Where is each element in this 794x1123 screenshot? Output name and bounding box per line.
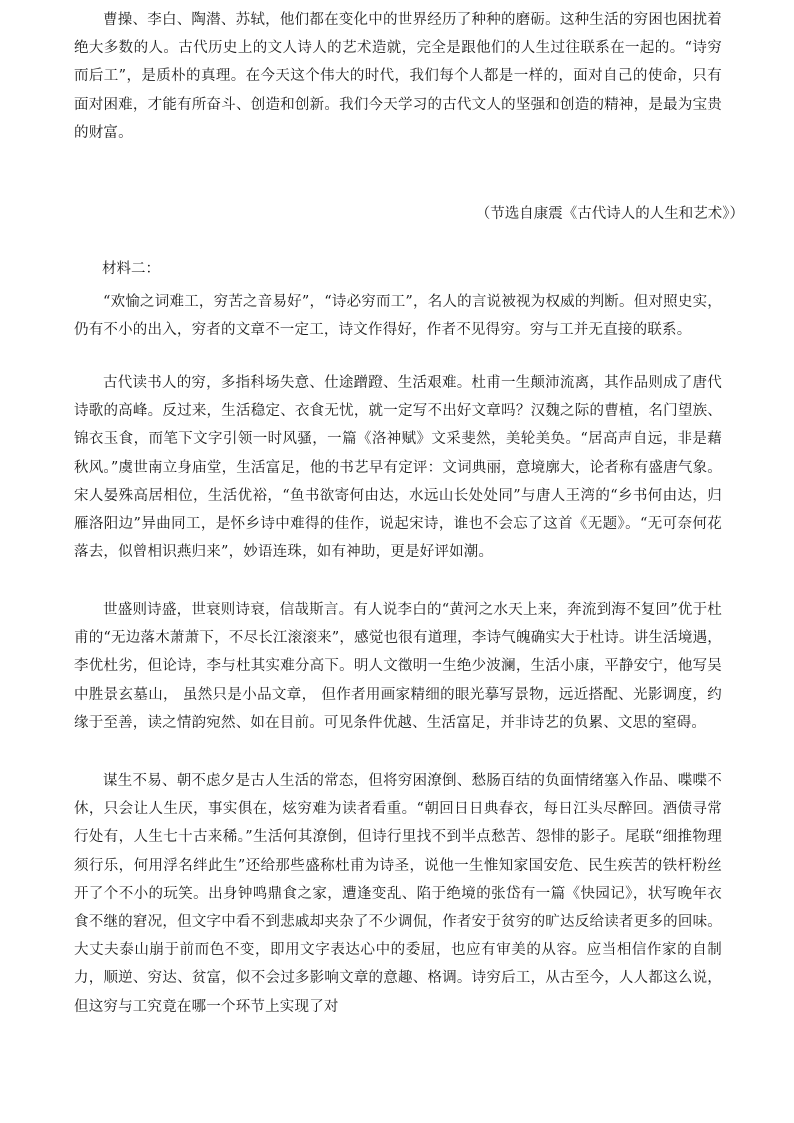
material-one-paragraph: 曹操、李白、陶潜、苏轼，他们都在变化中的世界经历了种种的磨砺。这种生活的穷困也困扰着绝大多数的人。古代历史上的文人诗人的艺术造就，完全是跟他们的人生过往联系在一起的。“诗穷而后工”，是质朴的真理。在今天这个伟大的时代，我们每个人都是一样的，面对自己的使命，只有面对困难，才能有所奋斗、创造和创新。我们今天学习的古代文人的坚强和创造的精神，是最为宝贵的财富。: [74, 12, 722, 141]
material-one-source: （节选自康震《古代诗人的人生和艺术》）: [475, 206, 744, 222]
material-two-paragraph-1: “欢愉之词难工，穷苦之音易好”，“诗必穷而工”，名人的言说被视为权威的判断。但对照史实，仍有不小的出入，穷者的文章不一定工，诗文作得好，作者不见得穷。穷与工并无直接的联系。: [74, 294, 722, 339]
material-two-heading: 材料二：: [102, 261, 160, 277]
material-two-paragraph-4: 谋生不易、朝不虑夕是古人生活的常态，但将穷困潦倒、愁肠百结的负面情绪塞入作品、喋喋不休，只会让人生厌，事实俱在，炫穷难为读者看重。“朝回日日典春衣，每日江头尽醉回。酒债寻常行处有，人生七十古来稀。”生活何其潦倒，但诗行里找不到半点愁苦、怨悱的影子。尾联“细推物理须行乐，何用浮名绊此生”还给那些盛称杜甫为诗圣，说他一生惟知家国安危、民生疾苦的铁杆粉丝开了个不小的玩笑。出身钟鸣鼎食之家，遭逢变乱、陷于绝境的张岱有一篇《快园记》，状写晚年衣食不继的窘况，但文字中看不到悲戚却夹杂了不少调侃，作者安于贫穷的旷达反给读者更多的回味。大丈夫泰山崩于前而色不变，即用文字表达心中的委屈，也应有审美的从容。应当相信作家的自制力，顺逆、穷达、贫富，似不会过多影响文章的意趣、格调。诗穷后工，从古至今，人人都这么说，但这穷与工究竟在哪一个环节上实现了对: [74, 773, 722, 1015]
material-two-paragraph-2: 古代读书人的穷，多指科场失意、仕途蹭蹬、生活艰难。杜甫一生颠沛流离，其作品则成了唐代诗歌的高峰。反过来，生活稳定、衣食无忧，就一定写不出好文章吗？汉魏之际的曹植，名门望族、锦衣玉食，而笔下文字引领一时风骚，一篇《洛神赋》文采斐然，美轮美奂。“居高声自远，非是藉秋风。”虞世南立身庙堂，生活富足，他的书艺早有定评：文词典丽，意境廓大，论者称有盛唐气象。宋人晏殊高居相位，生活优裕，“鱼书欲寄何由达，水远山长处处同”与唐人王湾的“乡书何由达，归雁洛阳边”异曲同工，是怀乡诗中难得的佳作，说起宋诗，谁也不会忘了这首《无题》。“无可奈何花落去，似曾相识燕归来”，妙语连珠，如有神助，更是好评如潮。: [74, 375, 722, 561]
material-two-paragraph-3: 世盛则诗盛，世衰则诗衰，信哉斯言。有人说李白的“黄河之水天上来，奔流到海不复回”优于杜甫的“无边落木萧萧下，不尽长江滚滚来”，感觉也很有道理，李诗气魄确实大于杜诗。讲生活境遇，李优杜劣，但论诗，李与杜其实难分高下。明人文徵明一生绝少波澜，生活小康，平静安宁，他写吴中胜景玄墓山， 虽然只是小品文章， 但作者用画家精细的眼光摹写景物，远近搭配、光影调度，约缘于至善，读之情韵宛然、如在目前。可见条件优越、生活富足，并非诗艺的负累、文思的窒碍。: [74, 602, 722, 731]
